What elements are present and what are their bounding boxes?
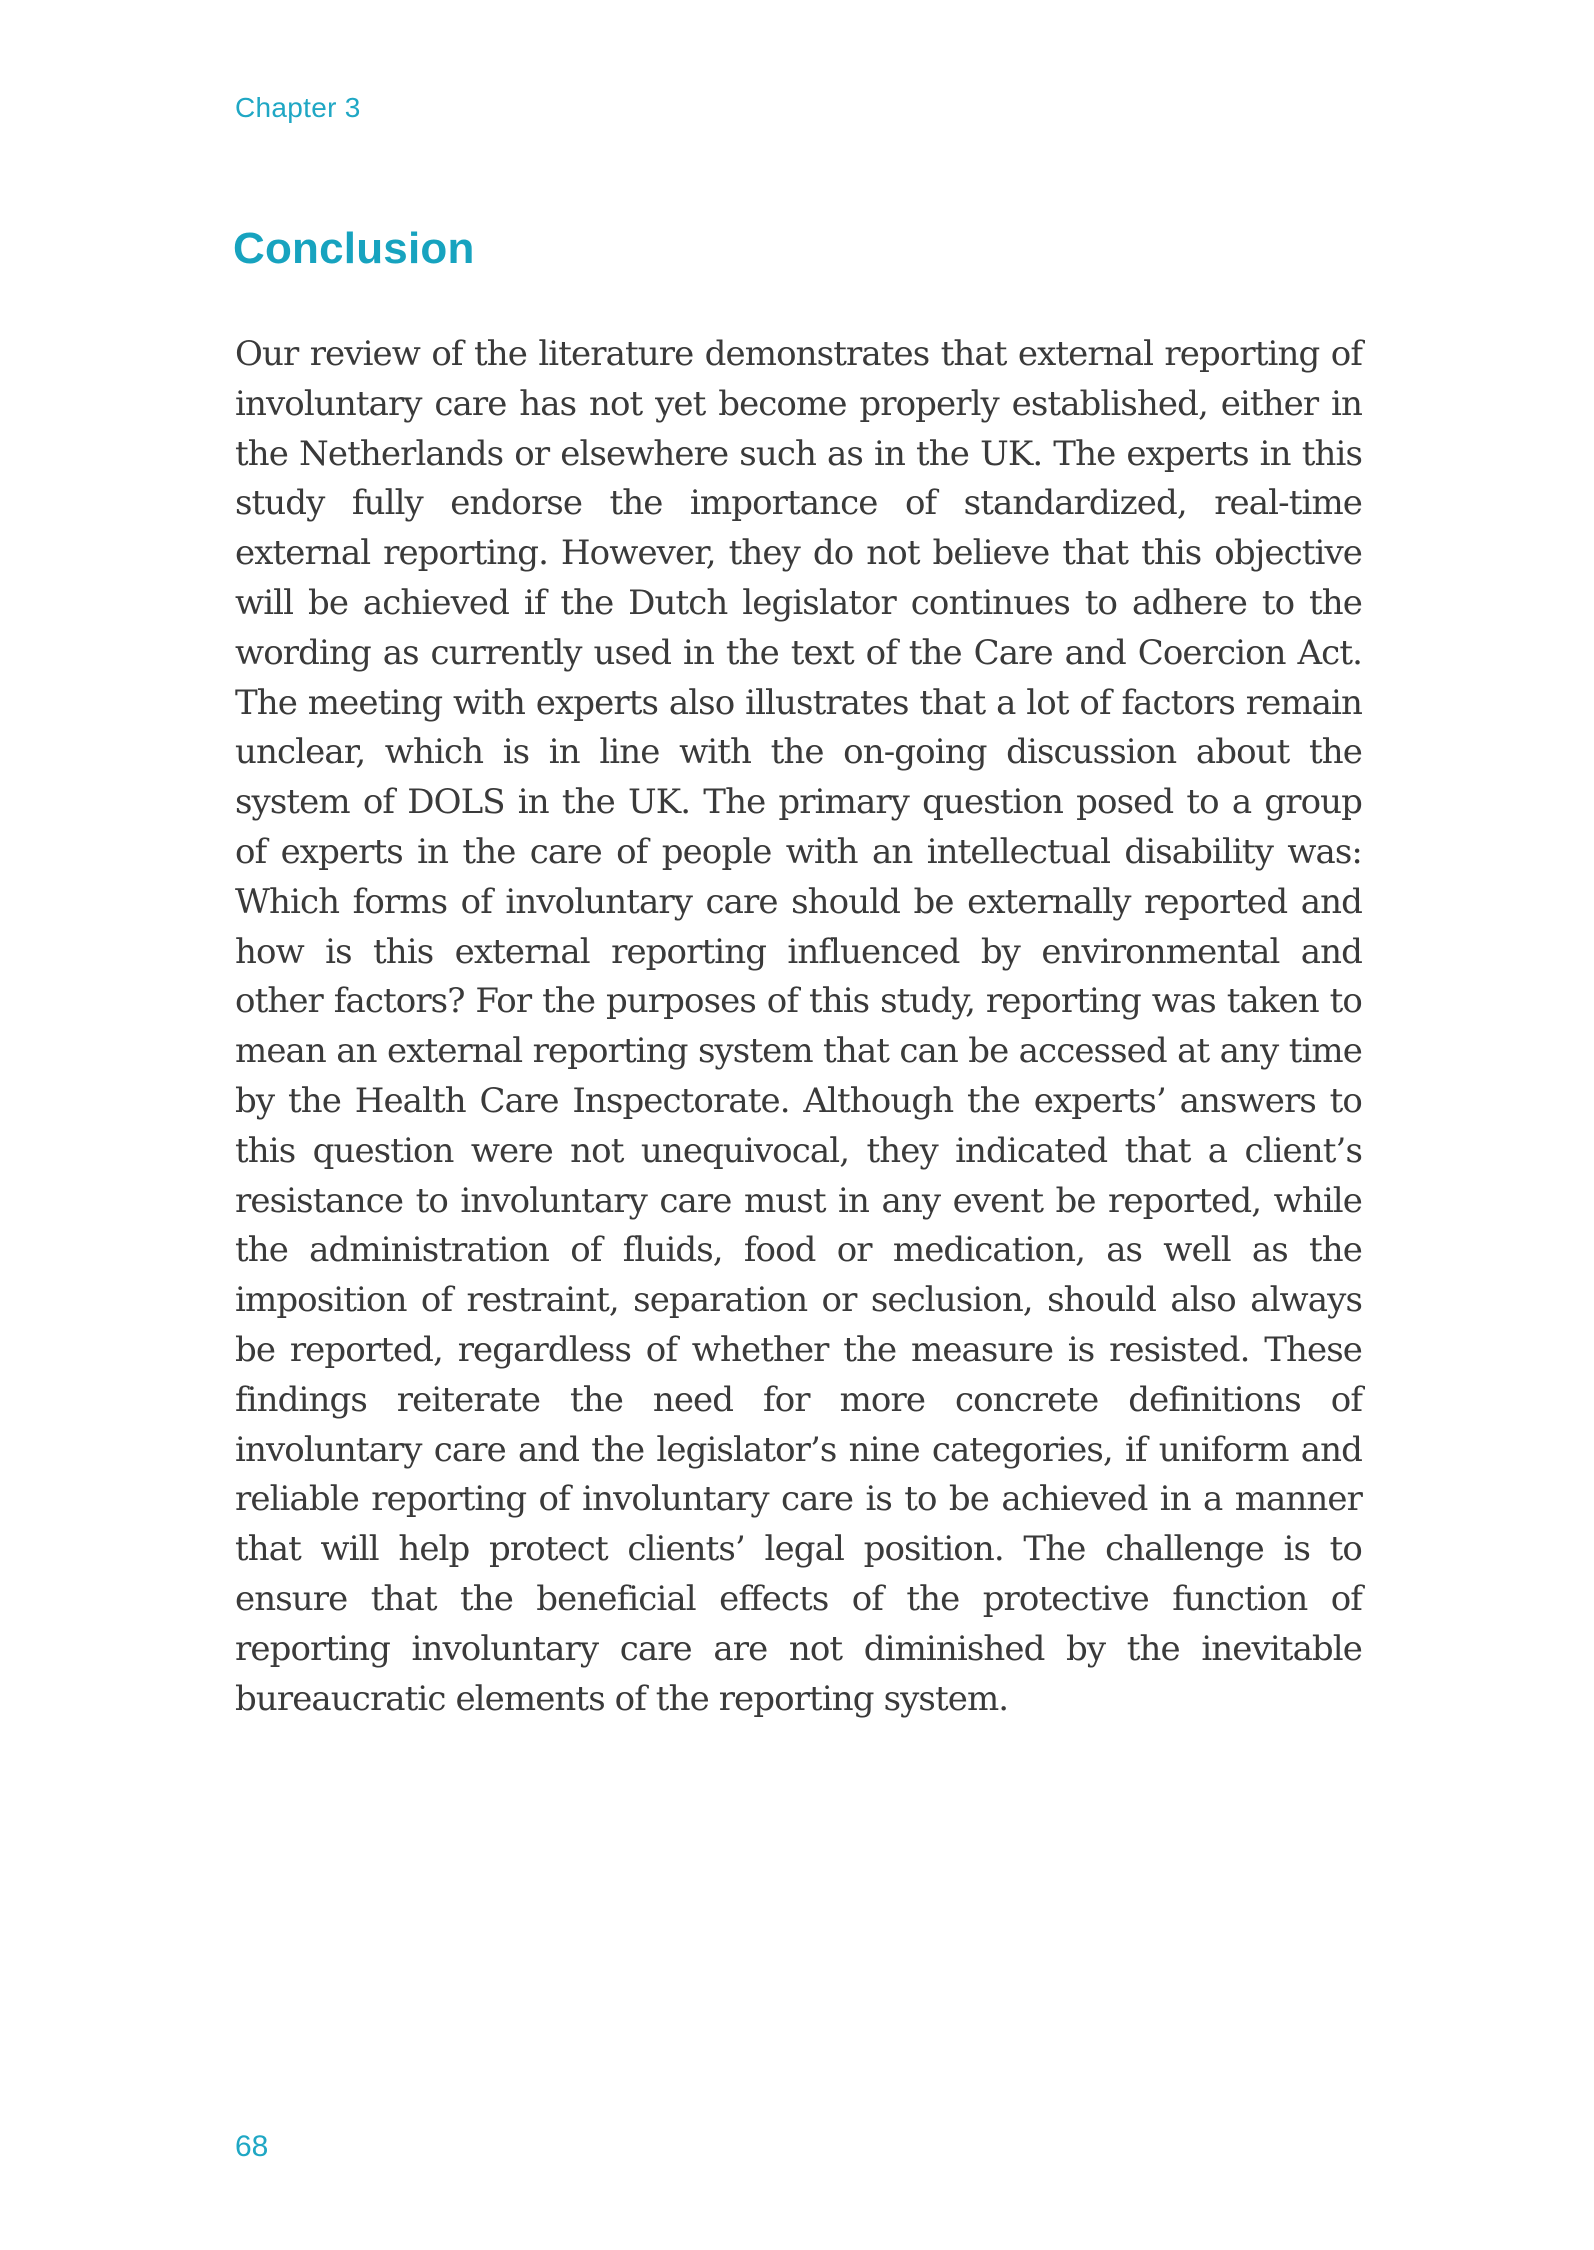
section-title: Conclusion [233, 224, 475, 273]
page-number: 68 [235, 2130, 269, 2163]
chapter-running-head: Chapter 3 [235, 92, 361, 123]
body-paragraph: Our review of the literature demonstrates that external reporting of involuntary care has not yet become properly established, either in the Netherlands or elsewhere such as in the UK. The experts in this study fully endorse the importance of standardized, real-time external reporting. However, they do not believe that this objective will be achieved if the Dutch legislator continues to adhere to the wording as currently used in the text of the Care and Coercion Act. The meeting with experts also illustrates that a lot of factors remain unclear, which is in line with the on-going discussion about the system of DOLS in the UK. The primary question posed to a group of experts in the care of people with an intellectual disability was: Which forms of involuntary care should be externally reported and how is this external reporting influenced by environmental and other factors? For the purposes of this study, reporting was taken to mean an external reporting system that can be accessed at any time by the Health Care Inspectorate. Although the experts’ answers to this question were not unequivocal, they indicated that a client’s resistance to involuntary care must in any event be reported, while the administration of fluids, food or medication, as well as the imposition of restraint, separation or seclusion, should also always be reported, regardless of whether the measure is resisted. These findings reiterate the need for more concrete definitions of involuntary care and the legislator’s nine categories, if uniform and reliable reporting of involuntary care is to be achieved in a manner that will help protect clients’ legal position. The challenge is to ensure that the beneficial effects of the protective function of reporting involuntary care are not diminished by the inevitable bureaucratic elements of the reporting system. [235, 334, 1362, 1719]
